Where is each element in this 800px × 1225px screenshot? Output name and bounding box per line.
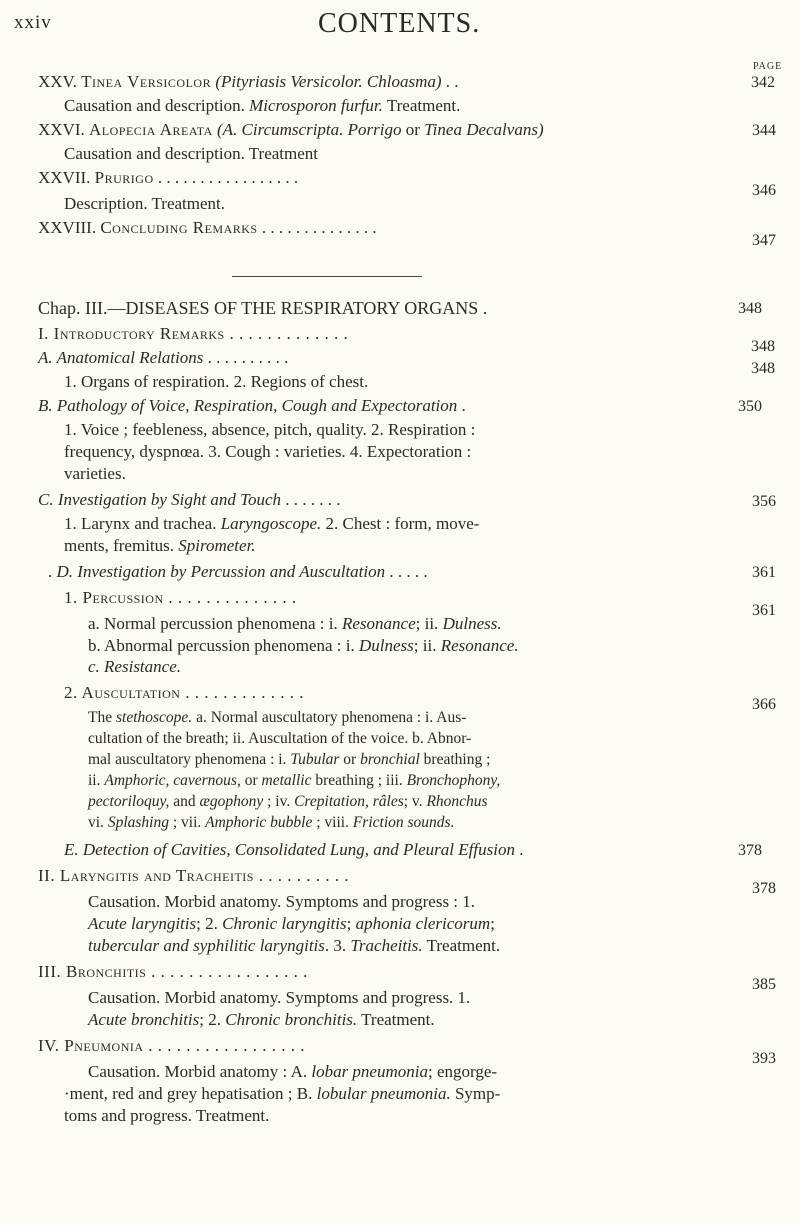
section-b: B. Pathology of Voice, Respiration, Cough and Expectoration .: [38, 396, 466, 415]
section-e: E. Detection of Cavities, Consolidated Lung, and Pleural Effusion .: [64, 840, 524, 859]
auscultation-desc: ii. Amphoric, cavernous, or metallic breathing ; iii. Bronchophony,: [88, 772, 501, 789]
page-ref: 378: [752, 880, 776, 897]
section-laryngitis: II. Laryngitis and Tracheitis . . . . . . . . . .: [38, 866, 349, 885]
section-c-desc: 1. Larynx and trachea. Laryngoscope. 2. Chest : form, move-: [64, 514, 480, 533]
pneumonia-desc: ·ment, red and grey hepatisation ; B. lobular pneumonia. Symp-: [64, 1084, 501, 1103]
auscultation-desc: cultation of the breath; ii. Auscultation of the voice. b. Abnor-: [88, 730, 472, 747]
percussion-desc: a. Normal percussion phenomena : i. Resonance; ii. Dulness.: [88, 614, 502, 633]
page-ref: 348: [738, 300, 762, 317]
pneumonia-desc: toms and progress. Treatment.: [64, 1106, 270, 1125]
percussion-desc: b. Abnormal percussion phenomena : i. Dulness; ii. Resonance.: [88, 636, 519, 655]
page-number: xxiv: [14, 12, 52, 33]
page-ref: 361: [752, 602, 776, 619]
entry-xxv-desc: Causation and description. Microsporon furfur. Treatment.: [64, 96, 461, 115]
page-column-label: PAGE: [753, 61, 783, 72]
section-b-desc: varieties.: [64, 464, 126, 483]
subsection-auscultation: 2. Auscultation . . . . . . . . . . . . .: [64, 683, 304, 702]
page-ref: 348: [751, 338, 775, 355]
auscultation-desc: pectoriloquy, and ægophony ; iv. Crepitation, râles; v. Rhonchus: [88, 793, 488, 810]
entry-xxvii-desc: Description. Treatment.: [64, 194, 226, 213]
page-ref: 356: [752, 493, 776, 510]
section-a-desc: 1. Organs of respiration. 2. Regions of chest.: [64, 372, 369, 391]
subsection-percussion: 1. Percussion . . . . . . . . . . . . . .: [64, 588, 297, 607]
percussion-desc: c. Resistance.: [88, 657, 181, 676]
auscultation-desc: vi. Splashing ; vii. Amphoric bubble ; viii. Friction sounds.: [88, 814, 455, 831]
auscultation-desc: The stethoscope. a. Normal auscultatory phenomena : i. Aus-: [88, 709, 467, 726]
section-d: . D. Investigation by Percussion and Auscultation . . . . .: [48, 562, 428, 581]
section-b-desc: 1. Voice ; feebleness, absence, pitch, quality. 2. Respiration :: [64, 420, 476, 439]
section-c: C. Investigation by Sight and Touch . . . . . . .: [38, 490, 341, 509]
laryngitis-desc: tubercular and syphilitic laryngitis. 3. Tracheitis. Treatment.: [88, 936, 501, 955]
page-ref: 385: [752, 976, 776, 993]
running-head: CONTENTS.: [318, 8, 481, 39]
section-pneumonia: IV. Pneumonia . . . . . . . . . . . . . . . . .: [38, 1036, 306, 1055]
page-ref: 342: [751, 74, 775, 91]
page-ref: 393: [752, 1050, 776, 1067]
section-rule: [232, 276, 422, 277]
section-a: A. Anatomical Relations . . . . . . . . . .: [38, 348, 289, 367]
page-ref: 347: [752, 232, 776, 249]
entry-xxviii: XXVIII. Concluding Remarks . . . . . . . . . . . . . .: [38, 218, 377, 237]
page-ref: 344: [752, 122, 776, 139]
page-ref: 350: [738, 398, 762, 415]
bronchitis-desc: Acute bronchitis; 2. Chronic bronchitis. Treatment.: [88, 1010, 435, 1029]
page-ref: 346: [752, 182, 776, 199]
entry-xxvi: XXVI. Alopecia Areata (A. Circumscripta. Porrigo or Tinea Decalvans): [38, 120, 544, 139]
bronchitis-desc: Causation. Morbid anatomy. Symptoms and progress. 1.: [88, 988, 471, 1007]
entry-xxvii: XXVII. Prurigo . . . . . . . . . . . . . . . . .: [38, 168, 299, 187]
entry-xxvi-desc: Causation and description. Treatment: [64, 144, 319, 163]
auscultation-desc: mal auscultatory phenomena : i. Tubular or bronchial breathing ;: [88, 751, 491, 768]
section-intro: I. Introductory Remarks . . . . . . . . . . . . .: [38, 324, 349, 343]
pneumonia-desc: Causation. Morbid anatomy : A. lobar pneumonia; engorge-: [88, 1062, 498, 1081]
chapter-heading: Chap. III.—DISEASES OF THE RESPIRATORY ORGANS .: [38, 298, 488, 318]
section-b-desc: frequency, dyspnœa. 3. Cough : varieties. 4. Expectoration :: [64, 442, 472, 461]
page-ref: 366: [752, 696, 776, 713]
section-bronchitis: III. Bronchitis . . . . . . . . . . . . . . . . .: [38, 962, 308, 981]
entry-xxv: XXV. Tinea Versicolor (Pityriasis Versicolor. Chloasma) . .: [38, 72, 459, 91]
laryngitis-desc: Acute laryngitis; 2. Chronic laryngitis; aphonia clericorum;: [88, 914, 495, 933]
page-ref: 361: [752, 564, 776, 581]
laryngitis-desc: Causation. Morbid anatomy. Symptoms and progress : 1.: [88, 892, 476, 911]
page-ref: 348: [751, 360, 775, 377]
page-ref: 378: [738, 842, 762, 859]
section-c-desc: ments, fremitus. Spirometer.: [64, 536, 256, 555]
